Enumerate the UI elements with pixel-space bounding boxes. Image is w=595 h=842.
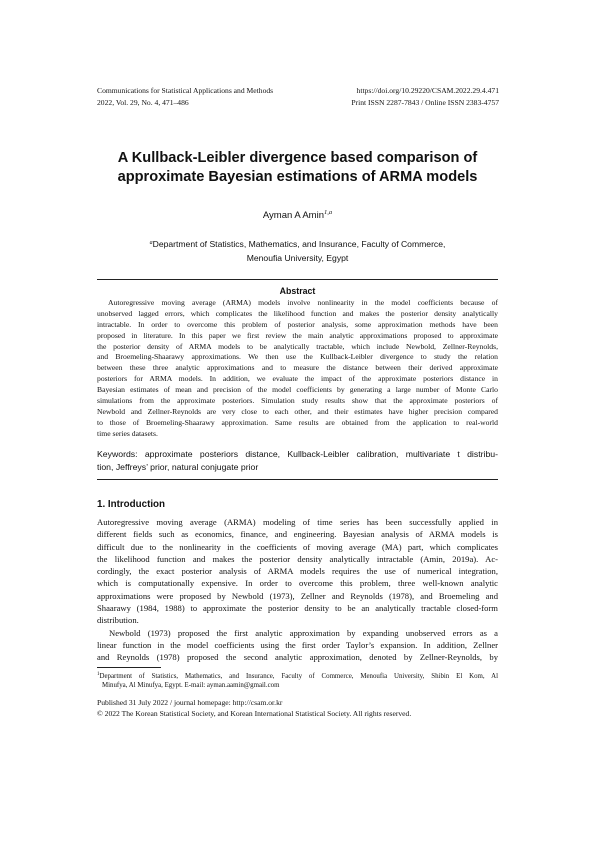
abstract-line: unobserved lagged errors, which complicates the likelihood function and makes the posterior density analytically <box>97 308 498 318</box>
affiliation-line-1: $^a$Department of Statistics, Mathematics, and Insurance, Faculty of Commerce, <box>149 239 446 249</box>
keywords-line: tion, Jeffreys’ prior, natural conjugate prior <box>97 462 259 473</box>
body-line: Shaarawy (1984, 1988) to approximate the posterior density to be an analytically tractable closed-form <box>97 603 498 614</box>
paper-title <box>60 149 535 187</box>
abstract-line: intractable. In order to overcome this problem of posterior analysis, some approximation methods have been <box>97 319 498 329</box>
author-marks: 1,a <box>323 209 333 216</box>
body-line: Newbold (1973) proposed the first analytic approximation by expanding unobserved errors as a <box>109 627 498 638</box>
body-line: the likelihood function and makes the posterior density analytically intractable (Amin, 2019a). Ac- <box>97 553 498 564</box>
affiliation <box>80 237 515 265</box>
body-line: different fields such as economics, finance, and engineering. Bayesian analysis of ARMA models is <box>97 529 498 540</box>
affiliation-line-2: Menoufia University, Egypt <box>246 252 349 263</box>
copyright-line: © 2022 The Korean Statistical Society, and Korean International Statistical Society. All rights reserved. <box>97 709 412 718</box>
abstract-line: time series datasets. <box>97 428 158 438</box>
issn-info: Print ISSN 2287-7843 / Online ISSN 2383-4757 <box>351 97 499 107</box>
abstract-line: simulations from the approximate posteriors. Simulation study results show that the approximate posteriors of <box>97 396 498 406</box>
body-line: approximations were proposed by Newbold (1973), Zellner and Reynolds (1978), and Broemeling and <box>97 590 498 601</box>
keywords <box>97 448 498 475</box>
journal-name: Communications for Statistical Applications and Methods <box>97 86 274 95</box>
body-line: difficult due to the nonlinearity in the coefficients of moving average (MA) part, which complicates <box>97 541 498 552</box>
abstract-line: Newbold and Zellner-Reynolds are very close to each other, and their estimates have higher precision compared <box>97 406 498 416</box>
abstract-line: to those of Broemeling-Shaarawy approximation. Same results are obtained from the application to real-world <box>97 417 498 427</box>
abstract-line: Autoregressive moving average (ARMA) models involve nonlinearity in the model coefficients because of <box>108 298 498 307</box>
footnote-line-1: $^1$Department of Statistics, Mathematics, and Insurance, Faculty of Commerce, Menoufia University, Shibin El Kom, Al <box>97 672 498 680</box>
body-line: and Reynolds (1978) proposed the second analytic approximation, denoted by Zellner-Reynolds, by <box>97 652 498 663</box>
abstract-line: and Broemeling-Shaarawy approximations. We then use the Kullback-Leibler divergence to study the relation <box>97 352 498 362</box>
abstract-line: proposed in literature. In this paper we first review the main analytic approximations proposed to approximate <box>97 330 498 340</box>
footnote-mark: 1 <box>97 672 100 677</box>
doi-header <box>351 85 499 108</box>
section-heading-introduction: 1. Introduction <box>97 499 166 510</box>
abstract-line: between these three analytic approximations and to measure the distance between their derived approximate <box>97 363 498 373</box>
title-line: approximate Bayesian estimations of ARMA models <box>117 169 478 185</box>
introduction-body <box>97 516 498 664</box>
affiliation-mark: a <box>149 240 153 246</box>
published-line: Published 31 July 2022 / journal homepage: http://csam.or.kr <box>97 698 283 707</box>
abstract-heading: Abstract <box>279 286 316 296</box>
footnote <box>97 670 498 691</box>
footnote-line-2: Minufya, Al Minufya, Egypt. E-mail: ayman.aamin@gmail.com <box>102 681 280 689</box>
body-line: cordingly, the exact posterior analysis of ARMA models requires the use of numerical integration, <box>97 566 498 577</box>
abstract-line: Bayesian estimates of mean and precision of the model coefficients by generating a large number of Monte Carlo <box>97 385 498 395</box>
publication-info <box>97 697 411 719</box>
abstract-bottom-rule <box>97 479 498 480</box>
body-line: distribution. <box>97 615 139 626</box>
journal-header <box>97 85 273 108</box>
abstract-body <box>97 298 498 440</box>
abstract-line: the posterior density of ARMA models to be analytically tractable, which include Newbold, Zellner-Reynolds, <box>97 341 498 351</box>
title-line: A Kullback-Leibler divergence based comparison of <box>117 150 478 166</box>
keywords-line: Keywords: approximate posteriors distance, Kullback-Leibler calibration, multivariate t distribu- <box>97 449 498 459</box>
volume-info: 2022, Vol. 29, No. 4, 471–486 <box>97 97 189 107</box>
author-line <box>0 209 595 221</box>
author-name: Ayman A Amin <box>262 210 324 221</box>
body-line: Autoregressive moving average (ARMA) modeling of time series has been successfully applied in <box>97 517 498 527</box>
footnote-rule <box>97 667 161 668</box>
doi-link[interactable]: https://doi.org/10.29220/CSAM.2022.29.4.471 <box>356 86 499 95</box>
abstract-line: posteriors for ARMA models. In addition, we evaluate the impact of the approximate posteriors distance in <box>97 374 498 384</box>
abstract-top-rule <box>97 279 498 280</box>
body-line: which is computationally expensive. In order to overcome this problem, three well-known analytic <box>97 578 498 589</box>
body-line: linear function in the model coefficients using the first order Taylor’s expansion. In addition, Zellner <box>97 639 498 650</box>
